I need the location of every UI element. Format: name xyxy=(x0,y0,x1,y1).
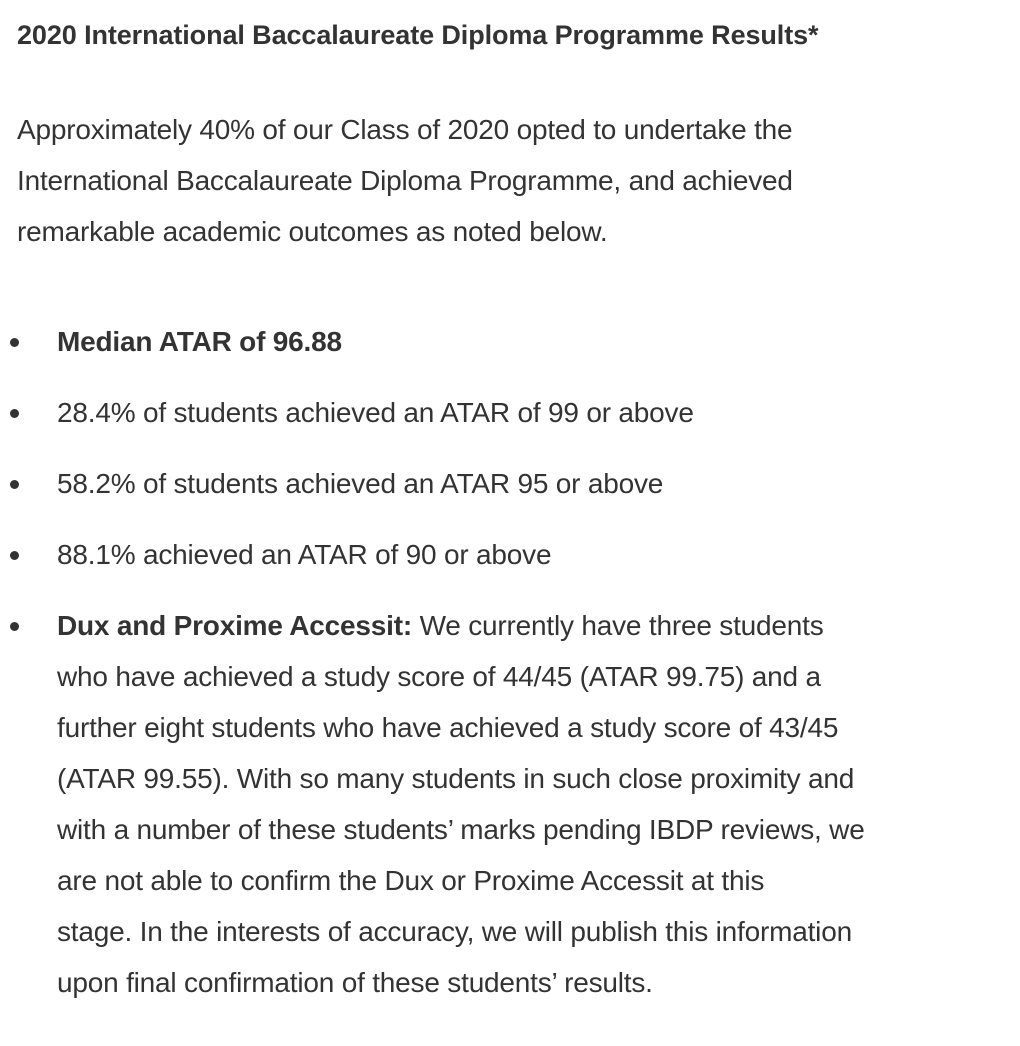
bullet-icon xyxy=(10,622,19,631)
dux-first-line-text: We currently have three students xyxy=(411,610,824,641)
bullet-icon xyxy=(10,338,19,347)
page-title: 2020 International Baccalaureate Diploma Programme Results* xyxy=(17,20,819,50)
atar-90-text: 88.1% achieved an ATAR of 90 or above xyxy=(57,539,552,570)
intro-line: remarkable academic outcomes as noted below. xyxy=(17,216,608,247)
median-atar-text: Median ATAR of 96.88 xyxy=(57,326,342,357)
dux-first-line xyxy=(57,600,1020,651)
dux-line: (ATAR 99.55). With so many students in such close proximity and xyxy=(57,763,855,794)
results-list xyxy=(0,316,1020,1028)
dux-line: are not able to confirm the Dux or Proxime Accessit at this xyxy=(57,865,765,896)
bullet-icon xyxy=(10,551,19,560)
bullet-icon xyxy=(10,409,19,418)
bullet-icon xyxy=(10,480,19,489)
list-item-atar-90 xyxy=(0,529,1020,580)
dux-line: further eight students who have achieved a study score of 43/45 xyxy=(57,712,839,743)
dux-line: with a number of these students’ marks pending IBDP reviews, we xyxy=(57,814,865,845)
list-item-atar-99 xyxy=(0,387,1020,438)
atar-95-text: 58.2% of students achieved an ATAR 95 or above xyxy=(57,468,664,499)
list-item-median-atar xyxy=(0,316,1020,367)
list-item-dux xyxy=(0,600,1020,1008)
intro-line: International Baccalaureate Diploma Programme, and achieved xyxy=(17,165,793,196)
dux-line: stage. In the interests of accuracy, we will publish this information xyxy=(57,916,852,947)
intro-line: Approximately 40% of our Class of 2020 opted to undertake the xyxy=(17,114,793,145)
dux-line: who have achieved a study score of 44/45 (ATAR 99.75) and a xyxy=(57,661,821,692)
intro-paragraph xyxy=(17,104,793,257)
dux-line: upon final confirmation of these students’ results. xyxy=(57,967,653,998)
dux-label: Dux and Proxime Accessit: xyxy=(57,610,412,641)
atar-99-text: 28.4% of students achieved an ATAR of 99 or above xyxy=(57,397,694,428)
list-item-atar-95 xyxy=(0,458,1020,509)
